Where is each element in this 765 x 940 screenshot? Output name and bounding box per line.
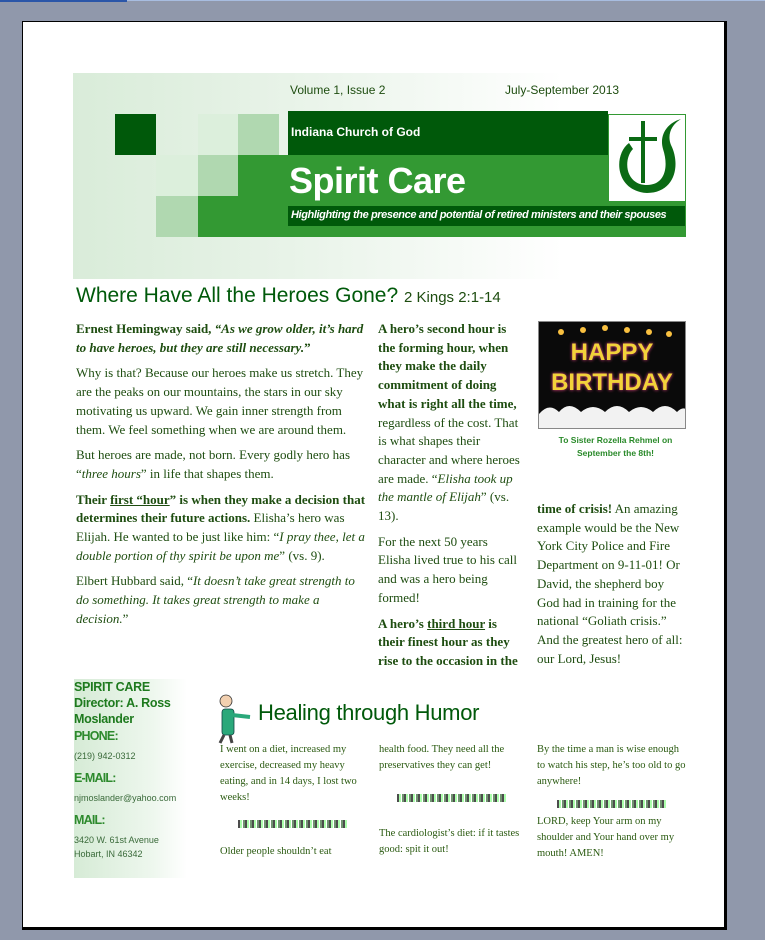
joke-text: LORD, keep Your arm on my shoulder and Your hand over my mouth! AMEN! bbox=[537, 816, 675, 859]
text-run: Ernest Hemingway said, bbox=[76, 321, 215, 336]
text-run: Their bbox=[76, 491, 111, 507]
text-run: For the next 50 years Elisha lived true to his call and was a hero being formed! bbox=[378, 533, 517, 605]
text-run: first “hour bbox=[110, 491, 170, 507]
text-run: A hero’s second hour is the forming hour, when they make the daily commitment of doing what is right all the time, bbox=[378, 321, 517, 411]
text-run: third hour bbox=[427, 615, 486, 631]
decorative-divider bbox=[238, 820, 348, 828]
text-run: Elisha took up the mantle of Elijah bbox=[378, 470, 513, 505]
text-run: Elbert Hubbard said, “ bbox=[76, 573, 193, 589]
contact-sidebar bbox=[74, 679, 187, 878]
header-square bbox=[238, 114, 279, 155]
text-run: ” (vs. 13). bbox=[378, 489, 510, 524]
title-bar-edge bbox=[0, 0, 127, 2]
scripture-reference: 2 Kings 2:1-14 bbox=[404, 289, 501, 306]
church-of-god-logo bbox=[608, 114, 686, 202]
decorative-divider bbox=[397, 794, 507, 802]
article-column-2 bbox=[378, 320, 523, 678]
decorative-divider bbox=[557, 800, 667, 808]
header-square bbox=[156, 196, 198, 237]
article-title bbox=[76, 284, 501, 308]
joke-text: health food. They need all the preservatives they can get! bbox=[379, 744, 505, 771]
birthday-cake-image bbox=[538, 321, 686, 429]
article-column-3 bbox=[537, 500, 687, 675]
paragraph bbox=[537, 500, 687, 668]
organization-name: Indiana Church of God bbox=[291, 125, 421, 139]
address-line-1: 3420 W. 61st Avenue bbox=[74, 835, 159, 845]
text-run: Why is that? Because our heroes make us stretch. They are the peaks on our mountains, the stars in our sky motivating us upward. We gain inner strength from them. We feel something when we are around them. bbox=[76, 365, 364, 437]
text-run: “As we grow older, it’s hard to have heroes, but they are still necessary. bbox=[76, 321, 364, 355]
article-column-1 bbox=[76, 320, 366, 636]
address-line-2: Hobart, IN 46342 bbox=[74, 849, 143, 859]
newsletter-title: Spirit Care bbox=[289, 160, 466, 201]
email-address: njmoslander@yahoo.com bbox=[74, 793, 177, 803]
header-square bbox=[198, 155, 238, 196]
phone-label: PHONE: bbox=[74, 729, 118, 743]
text-run: ” bbox=[122, 610, 129, 626]
volume-issue: Volume 1, Issue 2 bbox=[290, 83, 386, 97]
image-caption: To Sister Rozella Rehmel on September the 8th! bbox=[558, 435, 673, 458]
text-run: It doesn’t take great strength to do something. It takes great strength to make a decision. bbox=[76, 573, 355, 626]
document-page bbox=[22, 21, 727, 930]
paragraph bbox=[76, 572, 366, 628]
image-text: HAPPY BIRTHDAY bbox=[551, 339, 673, 396]
text-run: ” bbox=[304, 339, 311, 355]
text-run: is their finest hour as they rise to the occasion in the bbox=[378, 615, 518, 668]
text-run: ” in life that shapes them. bbox=[140, 465, 274, 481]
joke-text: I went on a diet, increased my exercise, decreased my heavy eating, and in 14 days, I lost two weeks! bbox=[220, 744, 357, 803]
humor-column-2 bbox=[379, 742, 524, 858]
paragraph bbox=[378, 533, 523, 608]
text-run: An amazing example would be the New York City Police and Fire Department on 9-11-01! Or David, the shepherd boy God had in training for the national “Goliath crisis.” And the greatest hero of all: our Lord, Jesus! bbox=[537, 501, 683, 666]
text-run: time of crisis! bbox=[537, 501, 613, 516]
tagline: Highlighting the presence and potential of retired ministers and their spouses bbox=[288, 206, 685, 226]
paragraph bbox=[378, 320, 523, 526]
text-run: But heroes are made, not born. Every godly hero has “ bbox=[76, 447, 351, 481]
header-square bbox=[238, 155, 288, 196]
article-title-text: Where Have All the Heroes Gone? bbox=[76, 284, 399, 307]
humor-column-1 bbox=[220, 742, 365, 860]
mail-label: MAIL: bbox=[74, 813, 105, 827]
paragraph bbox=[76, 320, 366, 357]
text-run: ” is when they make a decision that determines their future actions. bbox=[76, 491, 366, 526]
paragraph bbox=[76, 446, 366, 483]
text-run: three hours bbox=[81, 465, 141, 481]
header-square bbox=[115, 114, 156, 155]
title-bar-edge bbox=[127, 0, 765, 1]
header-square bbox=[198, 114, 238, 155]
phone-number: (219) 942-0312 bbox=[74, 751, 136, 761]
text-run: regardless of the cost. That is what shapes their character and where heroes are made. “ bbox=[378, 414, 520, 486]
humor-column-3 bbox=[537, 742, 687, 862]
paragraph bbox=[378, 615, 523, 671]
paragraph bbox=[76, 364, 366, 439]
director-name: Director: A. Ross Moslander bbox=[74, 696, 171, 726]
joke-text: By the time a man is wise enough to watch his step, he’s too old to go anywhere! bbox=[537, 744, 686, 787]
text-run: ” (vs. 9). bbox=[279, 547, 325, 563]
sidebar-heading: SPIRIT CARE bbox=[74, 680, 150, 694]
joke-text: Older people shouldn’t eat bbox=[220, 846, 332, 857]
paragraph bbox=[76, 491, 366, 566]
text-run: Elisha’s hero was Elijah. He wanted to be just like him: “ bbox=[76, 510, 345, 545]
humor-title: Healing through Humor bbox=[258, 700, 480, 725]
issue-date: July-September 2013 bbox=[505, 83, 620, 97]
joke-text: The cardiologist’s diet: if it tastes good: spit it out! bbox=[379, 828, 520, 855]
header-square bbox=[156, 155, 198, 196]
text-run: I pray thee, let a double portion of thy spirit be upon me bbox=[76, 529, 365, 563]
email-label: E-MAIL: bbox=[74, 771, 116, 785]
text-run: A hero’s bbox=[378, 615, 428, 631]
